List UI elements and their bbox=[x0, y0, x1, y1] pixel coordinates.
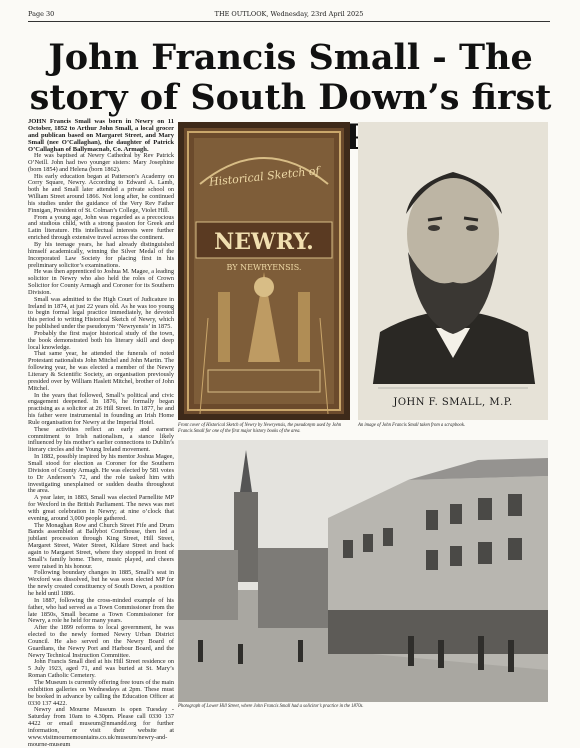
book-cover-drawing bbox=[178, 122, 350, 420]
body-paragraph: He was then apprenticed to Joshua M. Magee, a leading solicitor in Newry who also held the roles of Crown Solicitor for County Armagh and Coroner for its Southern Division. bbox=[28, 268, 174, 296]
body-paragraph: By his teenage years, he had already distinguished himself academically, winning the Silver Medal of the Incorporated Law Society for placing first in his preliminary solicitor’s examinations. bbox=[28, 240, 174, 269]
article-body bbox=[28, 118, 174, 748]
portrait-caption: An image of John Francis Small taken from a scrapbook. bbox=[358, 423, 466, 428]
portrait-plate: JOHN F. SMALL, M.P. bbox=[393, 397, 513, 408]
street-photo bbox=[178, 440, 548, 702]
body-paragraph: Probably the first major historical study of the town, the book demonstrated both his literary skill and deep local knowledge. bbox=[28, 329, 174, 351]
body-paragraph: Small was admitted to the High Court of Judicature in Ireland in 1874, at just 22 years old. As he was too young to begin formal legal practice immediately, he devoted this period to writing Historical Sketch of Newry, which he published under the pseudonym ‘Newryensis’ in 1875. bbox=[28, 295, 174, 331]
body-paragraph: He was baptised at Newry Cathedral by Rev Patrick O’Neill. John had two younger sisters: Mary Josephine (born 1854) and Helena (born 1862). bbox=[28, 152, 174, 173]
street-drawing bbox=[178, 440, 548, 702]
body-paragraph: The Museum is currently offering free tours of the main exhibition galleries on Wednesdays at 2pm. These must be booked in advance by calling the Education Officer at 0330 137 4422. bbox=[28, 678, 174, 707]
body-paragraph: In the years that followed, Small’s political and civic engagement deepened. In 1876, he formally began practising as a solicitor at 26 Hill Street. In 1877, he and his father were instrumental in founding an Irish Home Rule organisation for Newry at the Imperial Hotel. bbox=[28, 391, 174, 426]
book-caption: Front cover of Historical Sketch of Newry by Newryensis, the pseudonym used by John Francis Small for one of the first major history books of the area. bbox=[178, 423, 342, 434]
body-paragraph: Following boundary changes in 1885, Small’s seat in Wexford was dissolved, but he was soon elected MP for the newly created constituency of South Down, a position he held until 1886. bbox=[28, 569, 174, 597]
body-paragraph: In 1887, following the cross-minded example of his father, who had served as a Town Commissioner from the late 1850s, Small became a Town Commissioner for Newry, a role he held for many years. bbox=[28, 596, 174, 625]
body-paragraph: That same year, he attended the funerals of noted Protestant nationalists John Mitchel and John Martin. The following year, he was elected a member of the Newry Literary & Scientific Society, an organisation previously presided over by William Haslett Mitchel, brother of John Mitchel. bbox=[28, 350, 174, 392]
book-cover-author: BY NEWRYENSIS. bbox=[226, 263, 302, 272]
lead-paragraph: JOHN Francis Small was born in Newry on 11 October, 1852 to Arthur John Small, a local grocer and publican based on Margaret Street, and Mary Small (nee O’Callaghan), the daughter of Patrick O’Callaghan of Ballymacnab, Co. Armagh. bbox=[28, 118, 174, 153]
body-paragraph: These activities reflect an early and earnest commitment to Irish nationalism, a stance likely influenced by his mother’s earlier connections to Dublin’s literary circles and the Young Ireland movement. bbox=[28, 425, 174, 454]
body-paragraph: From a young age, John was regarded as a precocious and studious child, with a strong passion for Greek and Latin literature. His intellectual interests were further enriched through extensive travel across the continent. bbox=[28, 213, 174, 242]
body-paragraph: Newry and Mourne Museum is open Tuesday - Saturday from 10am to 4.30pm. Please call 0330 137 4422 or email museum@nmandd.org for further information, or visit their website at www.visitmournemountains.co.uk/museum/newry-and-mourne-museum bbox=[28, 706, 174, 748]
body-paragraph: After the 1899 reforms to local government, he was elected to the newly formed Newry Urban District Council. He also served on the Newry Board of Guardians, the Newry Port and Harbour Board, and the Newry Technical Instruction Committee. bbox=[28, 624, 174, 659]
page-header bbox=[28, 8, 550, 20]
body-paragraph: John Francis Small died at his Hill Street residence on 5 July 1923, aged 71, and was buried at St. Mary’s Roman Catholic Cemetery. bbox=[28, 658, 174, 680]
body-paragraph: The Monaghan Row and Church Street Fife and Drum Bands assembled at Ballybot Courthouse, then led a jubilant procession through King Street, Hill Street, Margaret Street, Water Street, Kildare Street and back again to Margaret Street, where they stopped in front of Small’s family home. There, music played, and cheers were raised in his honour. bbox=[28, 521, 174, 570]
book-cover-image bbox=[178, 122, 350, 420]
portrait-drawing bbox=[358, 122, 548, 420]
page-number: Page 30 bbox=[28, 10, 55, 18]
body-paragraph: A year later, in 1883, Small was elected Parnellite MP for Wexford in the British Parliament. The news was met with great celebration in Newry; at nine o’clock that evening, around 3,000 people gathered. bbox=[28, 494, 174, 522]
body-paragraph: In 1882, possibly inspired by his mentor Joshua Magee, Small stood for election as Coroner for the Southern Division of County Armagh. He was elected by 581 votes to Dr Anderson’s 72, and the role tasked him with investigating unexplained or sudden deaths throughout the area. bbox=[28, 453, 174, 495]
portrait-image bbox=[358, 122, 548, 420]
book-cover-title: Historical Sketch of bbox=[208, 164, 321, 189]
body-paragraph: His early education began at Patterson’s Academy on Corry Square, Newry. According to Edward A. Lamb, both he and Small later attended a private school on William Street around 1866. Not long after, he continued his studies under the guidance of the Very Rev Father Finnigan, President of St. Colman’s College, Violet Hill. bbox=[28, 172, 174, 214]
book-cover-name: NEWRY. bbox=[214, 229, 314, 255]
street-caption: Photograph of Lower Hill Street, where John Francis Small had a solicitor’s practice in the 1870s. bbox=[178, 704, 364, 709]
masthead: THE OUTLOOK, Wednesday, 23rd April 2025 bbox=[214, 10, 364, 18]
header-rule bbox=[28, 21, 550, 22]
headline: John Francis Small - The story of South Down’s first bbox=[29, 37, 552, 118]
